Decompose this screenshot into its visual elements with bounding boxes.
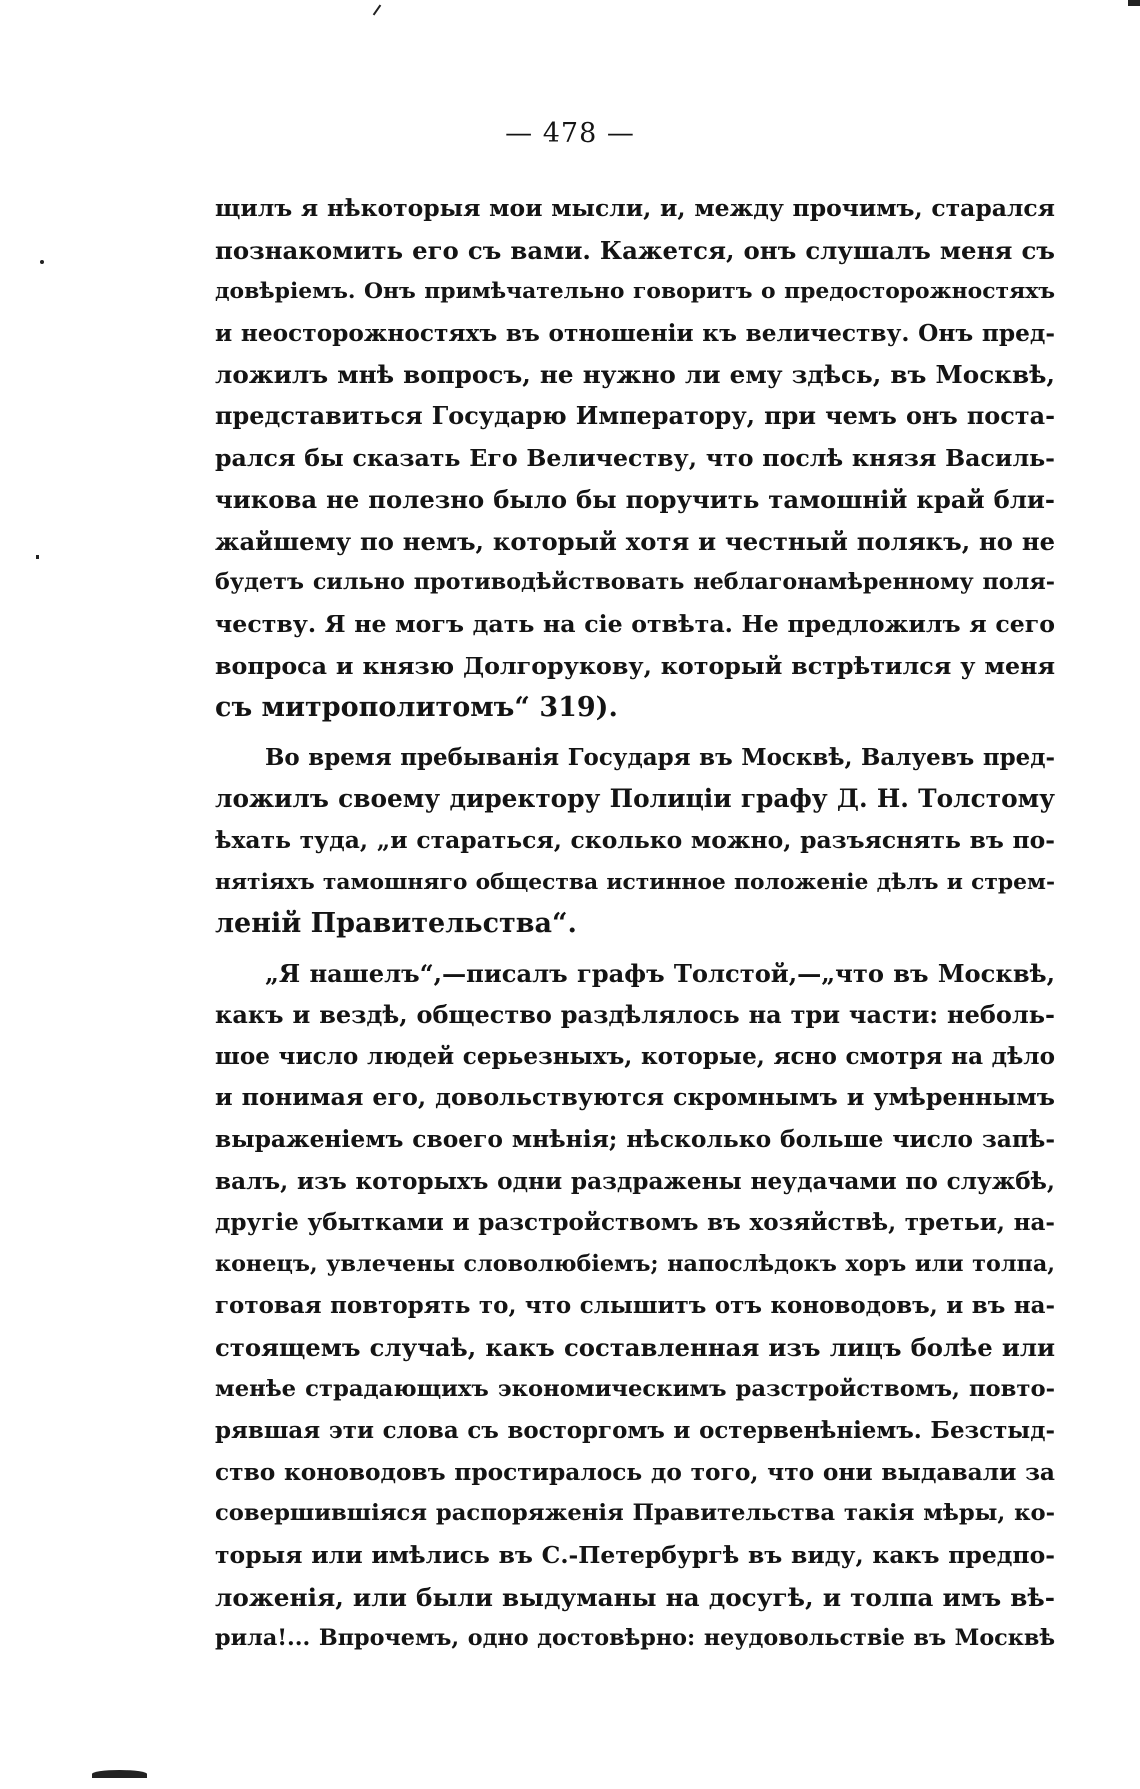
text-line: будетъ сильно противодѣйствовать неблагонамѣренному поля- (215, 569, 1055, 596)
text-line: леній Правительства“. (215, 908, 577, 940)
text-line: стоящемъ случаѣ, какъ составленная изъ лицъ болѣе или (215, 1333, 1055, 1363)
text-line: шое число людей серьезныхъ, которые, ясно смотря на дѣло (215, 1042, 1055, 1070)
text-line: познакомить его съ вами. Кажется, онъ слушалъ меня съ (215, 235, 1055, 265)
text-line: конецъ, увлечены словолюбіемъ; напослѣдокъ хоръ или толпа, (215, 1250, 1055, 1277)
text-line: ложилъ своему директору Полиціи графу Д. Н. Толстому (215, 784, 1055, 814)
scan-mark (1128, 0, 1140, 6)
text-line: валъ, изъ которыхъ одни раздражены неудачами по службѣ, (215, 1167, 1055, 1195)
text-line: торыя или имѣлись въ С.-Петербургѣ въ виду, какъ предпо- (215, 1541, 1055, 1569)
scan-mark (40, 260, 44, 264)
text-line: готовая повторять то, что слышитъ отъ коноводовъ, и въ на- (215, 1292, 1055, 1320)
text-line: другіе убытками и разстройствомъ въ хозяйствѣ, третьи, на- (215, 1209, 1055, 1237)
text-line: ложилъ мнѣ вопросъ, не нужно ли ему здѣсь, въ Москвѣ, (215, 360, 1055, 390)
text-line: ложенія, или были выдуманы на досугѣ, и толпа имъ вѣ- (215, 1582, 1055, 1612)
text-line: съ митрополитомъ“ 319). (215, 692, 618, 724)
text-line: жайшему по немъ, который хотя и честный полякъ, но не (215, 526, 1055, 556)
text-line: и понимая его, довольствуются скромнымъ и умѣреннымъ (215, 1083, 1055, 1112)
text-line: довѣріемъ. Онъ примѣчательно говоритъ о предосторожностяхъ (215, 278, 1055, 305)
page-number: — 478 — (505, 118, 635, 149)
text-line: щилъ я нѣкоторыя мои мысли, и, между прочимъ, старался (215, 194, 1055, 222)
text-line: какъ и вездѣ, общество раздѣлялось на три части: неболь- (215, 1000, 1055, 1030)
scan-mark (92, 1770, 147, 1778)
text-line: рался бы сказать Его Величеству, что послѣ князя Василь- (215, 443, 1055, 472)
text-line: ство коноводовъ простиралось до того, что они выдавали за (215, 1458, 1055, 1486)
text-line: рявшая эти слова съ восторгомъ и остервенѣніемъ. Безстыд- (215, 1417, 1055, 1445)
text-line: ѣхать туда, „и стараться, сколько можно, разъяснять въ по- (215, 825, 1055, 854)
text-line: нятіяхъ тамошняго общества истинное положеніе дѣлъ и стрем- (215, 869, 1055, 895)
text-line: представиться Государю Императору, при чемъ онъ поста- (215, 401, 1055, 430)
text-line: Во время пребыванія Государя въ Москвѣ, Валуевъ пред- (265, 743, 1055, 771)
text-line: честву. Я не могъ дать на сіе отвѣта. Не предложилъ я сего (215, 609, 1055, 638)
scan-mark (373, 5, 382, 16)
text-line: совершившіяся распоряженія Правительства такія мѣры, ко- (215, 1500, 1055, 1527)
scan-mark (36, 555, 39, 559)
text-line: вопроса и князю Долгорукову, который встрѣтился у меня (215, 651, 1055, 680)
text-line: менѣе страдающихъ экономическимъ разстройствомъ, повто- (215, 1375, 1055, 1402)
text-line: рила!... Впрочемъ, одно достовѣрно: неудовольствіе въ Москвѣ (215, 1625, 1055, 1652)
text-line: чикова не полезно было бы поручить тамошній край бли- (215, 485, 1055, 515)
body-text (215, 188, 1055, 1660)
text-line: и неосторожностяхъ въ отношеніи къ величеству. Онъ пред- (215, 319, 1055, 347)
text-line: выраженіемъ своего мнѣнія; нѣсколько больше число запѣ- (215, 1125, 1055, 1154)
text-line: „Я нашелъ“,—писалъ графъ Толстой,—„что въ Москвѣ, (265, 958, 1055, 988)
